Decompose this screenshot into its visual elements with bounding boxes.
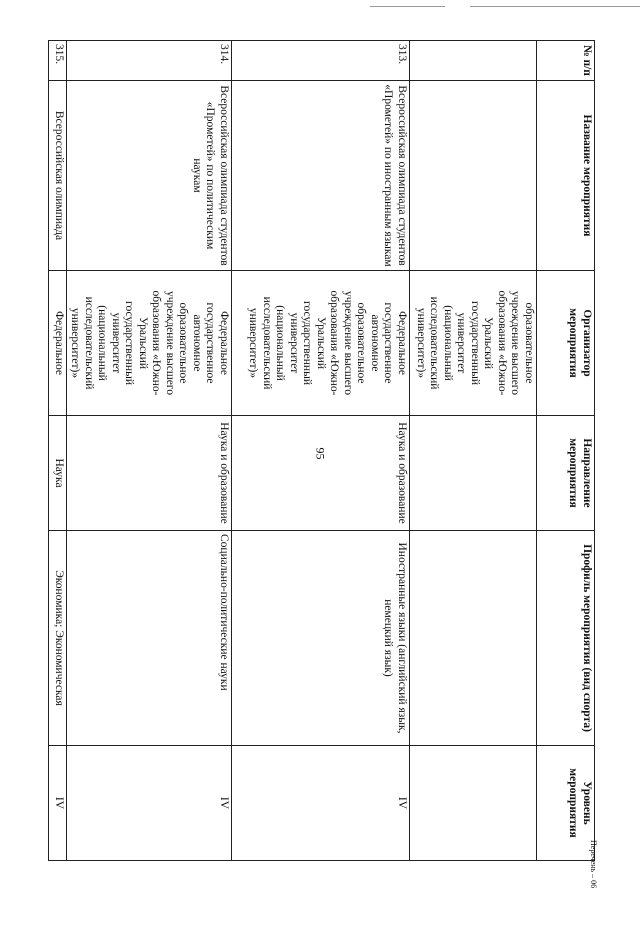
table-row <box>67 41 232 861</box>
cell-name: Всероссийская олимпиада <box>49 81 67 271</box>
cell-num: 315. <box>49 41 67 81</box>
cell-profile: Экономика; Экономическая <box>49 531 67 746</box>
cell-organizer: Федеральное государственное автономное образовательное учреждение высшего образования «Южно-Уральский государственный университет (национальный исследовательский университет)» <box>67 271 232 416</box>
cell-direction: Наука и образование <box>67 416 232 531</box>
page-number: 95 <box>313 447 328 460</box>
table-row <box>49 41 67 861</box>
cell-level: IV <box>67 746 232 861</box>
table-row <box>410 41 537 861</box>
header-num: № п/п <box>537 41 595 81</box>
header-organizer: Организатор мероприятия <box>537 271 595 416</box>
events-table <box>48 40 595 861</box>
cell-name: Всероссийская олимпиада студентов «Прометей» по иностранным языкам <box>232 81 410 271</box>
cell-num: 314. <box>67 41 232 81</box>
rotated-page <box>45 40 595 860</box>
header-direction: Направление мероприятия <box>537 416 595 531</box>
cell-num <box>410 41 537 81</box>
footer-label: Перечень – 06 <box>589 840 598 889</box>
table-header-row <box>537 41 595 861</box>
table-row <box>232 41 410 861</box>
header-level: Уровень мероприятия <box>537 746 595 861</box>
cell-profile <box>410 531 537 746</box>
top-rule-right <box>470 6 640 7</box>
top-rule-left <box>370 6 445 7</box>
cell-profile: Социально-политические науки <box>67 531 232 746</box>
cell-name <box>410 81 537 271</box>
cell-profile: Иностранные языки (английский язык, немецкий язык) <box>232 531 410 746</box>
header-profile: Профиль мероприятия (вид спорта) <box>537 531 595 746</box>
cell-organizer: образовательное учреждение высшего образования «Южно-Уральский государственный университет (национальный исследовательский университет)» <box>410 271 537 416</box>
header-name: Название мероприятия <box>537 81 595 271</box>
cell-name: Всероссийская олимпиада студентов «Прометей» по политическим наукам <box>67 81 232 271</box>
cell-direction <box>410 416 537 531</box>
cell-level: IV <box>49 746 67 861</box>
cell-num: 313. <box>232 41 410 81</box>
cell-direction: Наука и образование <box>232 416 410 531</box>
cell-level: IV <box>232 746 410 861</box>
cell-organizer: Федеральное <box>49 271 67 416</box>
cell-direction: Наука <box>49 416 67 531</box>
cell-level <box>410 746 537 861</box>
cell-organizer: Федеральное государственное автономное образовательное учреждение высшего образования «Южно-Уральский государственный университет (национальный исследовательский университет)» <box>232 271 410 416</box>
